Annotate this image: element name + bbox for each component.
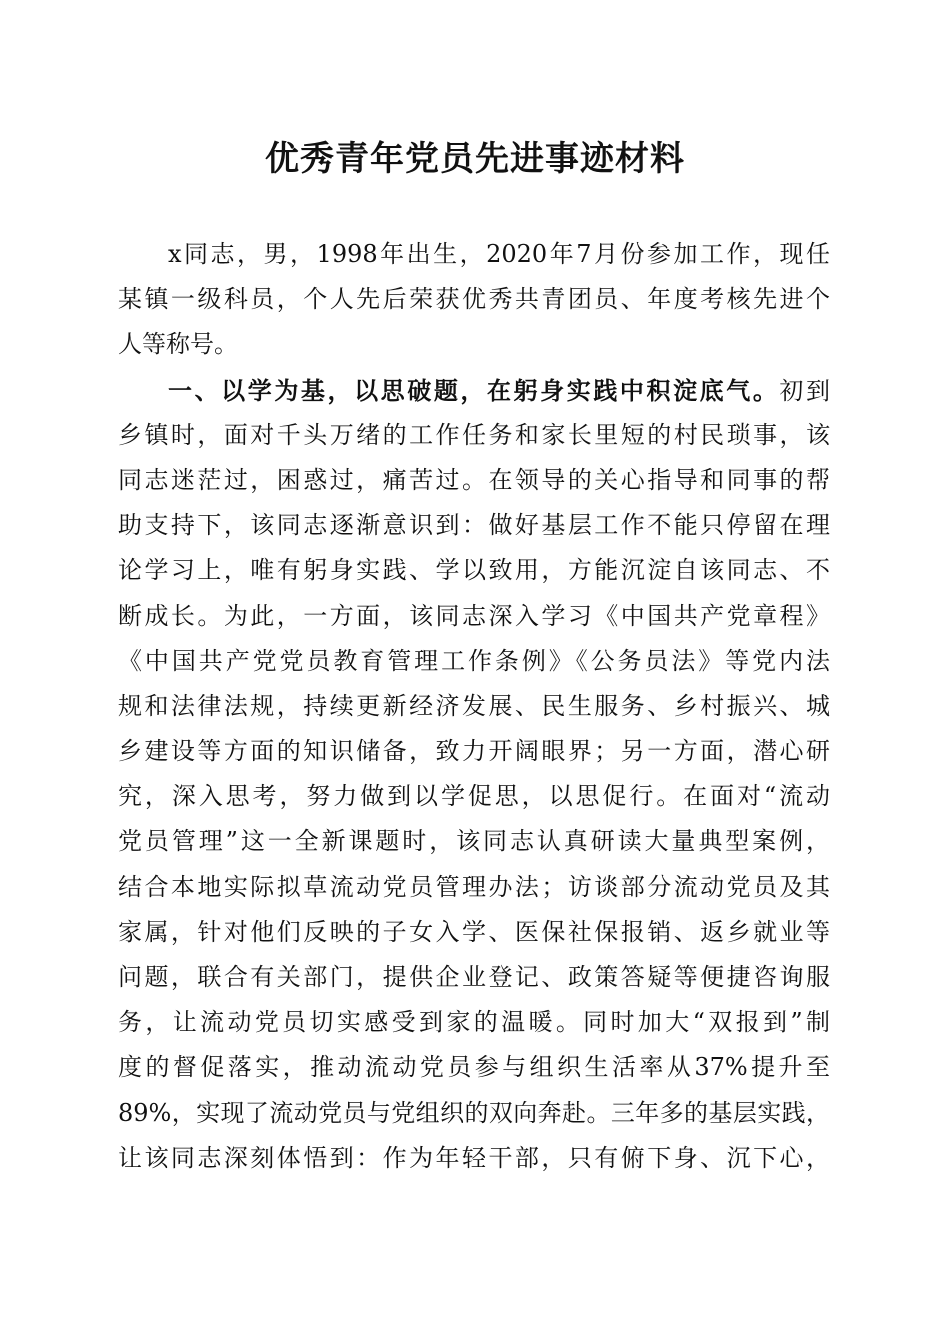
paragraph-line: 规和法律法规，持续更新经济发展、民生服务、乡村振兴、城 <box>118 691 830 720</box>
paragraph-line: 89%，实现了流动党员与党组织的双向奔赴。三年多的基层实践， <box>118 1098 830 1127</box>
document-body <box>118 232 830 1181</box>
paragraph-line: 家属，针对他们反映的子女入学、医保社保报销、返乡就业等 <box>118 917 830 946</box>
paragraph-line: 某镇一级科员，个人先后荣获优秀共青团员、年度考核先进个 <box>118 285 830 314</box>
paragraph-line: 究，深入思考，努力做到以学促思，以思促行。在面对“流动 <box>118 782 830 811</box>
section-heading-continuation: 初到 <box>779 376 831 405</box>
paragraph-line: 人等称号。 <box>118 330 238 359</box>
paragraph-line: 党员管理”这一全新课题时，该同志认真研读大量典型案例， <box>118 827 830 856</box>
paragraph-line: 乡镇时，面对千头万绪的工作任务和家长里短的村民琐事，该 <box>118 420 830 449</box>
paragraph-line: 助支持下，该同志逐渐意识到：做好基层工作不能只停留在理 <box>118 511 830 540</box>
document-title: 优秀青年党员先进事迹材料 <box>265 139 685 179</box>
paragraph-line: 度的督促落实，推动流动党员参与组织生活率从37%提升至 <box>118 1053 830 1082</box>
paragraph-line: 同志迷茫过，困惑过，痛苦过。在领导的关心指导和同事的帮 <box>118 465 830 494</box>
paragraph-line: 问题，联合有关部门，提供企业登记、政策答疑等便捷咨询服 <box>118 963 830 991</box>
paragraph-line: 让该同志深刻体悟到：作为年轻干部，只有俯下身、沉下心， <box>118 1143 830 1172</box>
paragraph-section-one <box>118 368 830 1181</box>
paragraph-line: 乡建设等方面的知识储备，致力开阔眼界；另一方面，潜心研 <box>118 737 830 766</box>
paragraph-line: 务，让流动党员切实感受到家的温暖。同时加大“双报到”制 <box>118 1008 830 1037</box>
paragraph-line: 论学习上，唯有躬身实践、学以致用，方能沉淀自该同志、不 <box>118 556 830 585</box>
paragraph-first-line <box>118 368 830 413</box>
paragraph-line: x同志，男，1998年出生，2020年7月份参加工作，现任 <box>168 240 830 268</box>
paragraph-line: 《中国共产党党员教育管理工作条例》《公务员法》等党内法 <box>118 646 830 675</box>
paragraph-intro <box>118 232 830 368</box>
paragraph-line: 断成长。为此，一方面，该同志深入学习《中国共产党章程》 <box>118 601 830 630</box>
paragraph-line: 结合本地实际拟草流动党员管理办法；访谈部分流动党员及其 <box>118 872 830 901</box>
section-heading: 一、以学为基，以思破题，在躬身实践中积淀底气。 <box>168 375 780 405</box>
